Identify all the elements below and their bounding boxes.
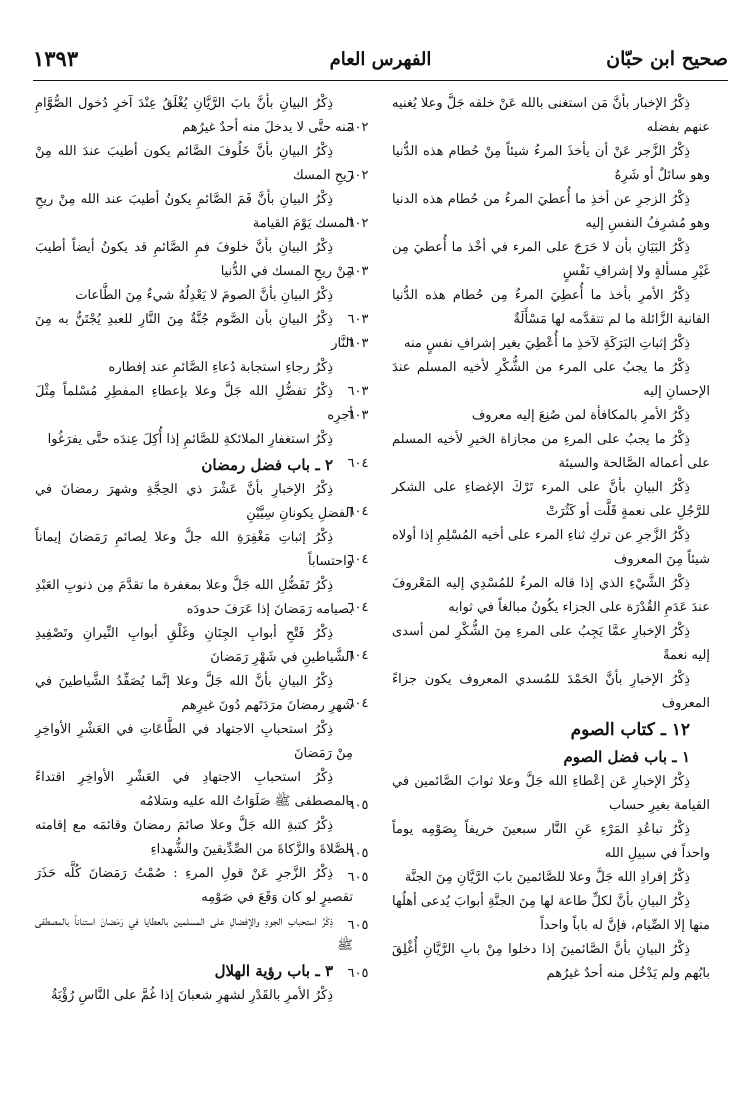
index-entry xyxy=(36,236,354,284)
entry-text: ذِكْرُ الزجرِ عن أخذِ ما أُعطيَ المرءُ من حُطام هذه الدنيا وهو مُشرِفُ النفسِ إليه xyxy=(393,192,711,231)
entry-text: ذِكْرُ الأمرِ بالقَدْرِ لشهرِ شعبانَ إذا غُمَّ على النَّاسِ رُؤْيَةُ xyxy=(52,988,334,1003)
entry-page-number xyxy=(0,742,2,766)
entry-page-number xyxy=(0,694,2,718)
entry-page-number xyxy=(0,284,2,308)
entry-text: ذِكْرُ البيانِ بأنَّ خلوفَ فمِ الصَّائمِ قد يكونُ أيضاً أطيبَ مِنْ ريحِ المسك في الدُّنيا xyxy=(36,240,354,279)
entry-text: ذِكْرُ الأمرِ بأخذ ما أُعطِيَ المرءُ مِن حُطام هذه الدُّنيا الفانية الزَّائلة ما لم تتقدَّمه لها مَسْأَلَةٌ xyxy=(393,288,711,327)
entry-page-number: ٦٠٣ xyxy=(348,336,370,351)
entry-text: ذِكْرُ الإخبارِ عمَّا يَجِبُ على المرءِ مِنَ الشُّكْرِ لمن أسدى إليه نعمةً xyxy=(393,624,711,663)
entry-page-number: ٦٠٢ xyxy=(348,120,370,135)
entry-page-number xyxy=(0,598,2,622)
index-entry xyxy=(348,938,711,986)
entry-text: ذِكْرُ إثباتِ البَرَكَةِ لآخذِ ما أُعْطِيَ بغير إشرافِ نفسٍ منه xyxy=(405,336,691,351)
entry-page-number: ٦٠٢ xyxy=(348,168,370,183)
index-entry xyxy=(36,718,354,766)
entry-text: ذِكْرُ استغفارِ الملائكةِ للصَّائمِ إذا أُكِلَ عِندَه حتَّى يفرَغُوا xyxy=(48,432,334,447)
entry-text: ذِكْرُ ما يجبُ على المرء من الشُّكْرِ لأخيه المسلم عندَ الإحسانِ إليه xyxy=(393,360,711,399)
book-title: صحيح ابن حبّان xyxy=(607,48,729,70)
index-entry xyxy=(36,380,354,428)
entry-page-number: ٦٠٤ xyxy=(348,552,370,567)
index-entry xyxy=(36,984,354,1008)
index-entry xyxy=(36,478,354,526)
index-entry xyxy=(36,356,354,380)
entry-text: ذِكْرُ تفضُّلِ الله جَلَّ وعلا بإعطاءِ المفطِرِ مُسْلماً مِثْلَ أجرِه xyxy=(36,384,354,423)
index-entry xyxy=(348,476,711,524)
entry-text: ذِكْرُ تباعُدِ المَرْءِ عَنِ النَّار سبعينَ خريفاً بِصَوْمِه يوماً واحداً في سبيلِ الله xyxy=(393,822,711,861)
index-entry xyxy=(348,332,711,356)
entry-text: ذِكْرُ البَيَانِ بأن لا حَرَجَ على المرء في أخْذ ما أُعطيَ مِن غَيْرِ مسألةٍ ولا إشرافِ نَفْسٍ xyxy=(393,240,711,279)
index-entry xyxy=(348,572,711,620)
chapter-heading xyxy=(36,958,354,984)
entry-page-number xyxy=(0,212,2,236)
entry-page-number: ٦٠٥ xyxy=(348,798,370,813)
entry-page-number: ٦٠٤ xyxy=(348,504,370,519)
entry-text: ذِكْرُ الزَّجرِ عن تركِ ثناءِ المرء على أخيه المُسْلِمِ إذا أولاه شيئاً مِنَ المعروف xyxy=(393,528,711,567)
page-number: ١٣٩٣ xyxy=(34,46,80,71)
left-column xyxy=(36,92,354,1008)
chapter-heading xyxy=(393,744,711,770)
entry-text: ذِكْرُ تَفَضُّلِ الله جَلَّ وعلا بمغفرة ما تقدَّمَ مِن ذنوبِ العَبْدِ بصيامه رَمَضانَ إذا عَرَفَ حدودَه xyxy=(36,578,354,617)
index-entry xyxy=(348,92,711,140)
entry-text: ذِكْرُ البيانِ بأنَّ على المرء تَرْكَ الإغضاءِ على الشكر للرَّجُلِ على نعمةٍ قَلَّت أو كَثُرَتْ xyxy=(393,480,711,519)
index-entry xyxy=(36,140,354,188)
entry-text: ذِكْرُ البيانِ بأنَّ لكلِّ طاعة لها مِنَ الجنَّةِ أبوابَ يُدعى أهلُها منها إلا الصِّيام، فإنَّ له باباً واحداً xyxy=(393,894,711,933)
index-entry xyxy=(348,770,711,818)
entry-text: ذِكْرُ كتبةِ الله جَلَّ وعلا صائمَ رمضانَ وقائمَه مع إقامته الصَّلاةَ والزَّكاةَ من الصِّدِّيقينَ والشُّهداءِ xyxy=(36,818,354,857)
entry-text: ذِكْرُ البيانِ بأن الصَّوم جُنَّةٌ مِنَ النَّارِ للعبدِ يُجْتَنُّ به مِنَ النَّار xyxy=(36,312,354,351)
entry-text: ذِكْرُ البيانِ بأنَّ خَلُوفَ الصَّائم يكون أطيبَ عندَ الله مِنْ ريحِ المسك xyxy=(36,144,354,183)
entry-text: ذِكْرُ الزَّجرِ عَنْ قولِ المرءِ : صُمْتُ رَمَضانَ كُلَّه حَذَرَ تقصيرٍ لو كان وَقَعَ في صَوْمِه xyxy=(36,866,354,905)
index-entry xyxy=(36,284,354,308)
index-entry xyxy=(348,284,711,332)
index-entry xyxy=(348,818,711,866)
index-entry xyxy=(36,574,354,622)
index-entry xyxy=(348,404,711,428)
entry-page-number xyxy=(0,550,2,574)
index-entry xyxy=(36,622,354,670)
index-entry xyxy=(36,670,354,718)
entry-page-number: ٦٠٣ xyxy=(348,312,370,327)
entry-text: ذِكْرُ ما يجبُ على المرءِ من مجازاة الخيرِ لأخيه المسلم على أعماله الصَّالحة والسيئة xyxy=(393,432,711,471)
entry-page-number: ٦٠٤ xyxy=(348,456,370,471)
entry-text: ذِكْرُ إفرادِ الله جَلَّ وعلا للصَّائمينَ بابَ الرَّيَّانِ مِنَ الجنَّة xyxy=(405,870,691,885)
entry-page-number xyxy=(0,958,2,984)
entry-text: ٢ ـ باب فضل رمضان xyxy=(202,456,334,474)
index-entry xyxy=(348,890,711,938)
index-entry xyxy=(36,92,354,140)
index-entry xyxy=(36,814,354,862)
entry-text: ذِكْرُ الإخبارِ بأنَّ عَشْرَ ذي الحِجَّةِ وشهرَ رمضانَ في الفضلِ يكونانِ سِيَّيْنِ xyxy=(36,482,354,521)
index-entry xyxy=(348,356,711,404)
entry-text: ذِكْرُ رجاءِ استجابة دُعاءِ الصَّائمِ عند إفطاره xyxy=(109,360,334,375)
index-entry xyxy=(348,866,711,890)
entry-text: ذِكْرُ الإخبار بأنَّ مَن استغنى بالله عَنْ خلقه جَلَّ وعلا يُغنيه عنهم بفضله xyxy=(393,96,711,135)
entry-text: ذِكْرُ البيانِ بأنَّ بابَ الرَّيَّانِ يُغْلَقُ عِنْدَ آخرِ دُخول الصُّوَّامِ منه حتَّى لا يدخلَ منه أحدٌ غيرُهم xyxy=(36,96,354,135)
index-entry xyxy=(348,236,711,284)
entry-text: ذِكْرُ إثباتِ مَغْفِرَةِ الله جلَّ وعلا لِصائمِ رَمَضانَ إيماناً واحتساباً xyxy=(36,530,354,569)
entry-page-number: ٦٠٥ xyxy=(348,966,370,981)
entry-page-number xyxy=(0,452,2,478)
index-entry xyxy=(348,620,711,668)
entry-page-number: ٦٠٤ xyxy=(348,696,370,711)
entry-page-number: ٦٠٣ xyxy=(348,264,370,279)
entry-page-number: ٦٠٥ xyxy=(348,870,370,885)
entry-page-number: ٦٠٢ xyxy=(348,216,370,231)
entry-page-number xyxy=(0,886,2,910)
entry-text: ذِكْرُ الشَّيْءِ الذي إذا قاله المرءُ للمُسْدِي إليه المَعْروفَ عندَ عَدَمِ القُدْرَة على الجزاء يكُونُ مبالغاً في ثوابه xyxy=(393,576,711,615)
entry-page-number xyxy=(0,934,2,958)
page-header xyxy=(34,44,729,81)
entry-text: ذِكْرُ الأمرِ بالمكافأة لمن صُنِعَ إليه معروف xyxy=(472,408,691,423)
entry-page-number xyxy=(0,428,2,452)
entry-page-number xyxy=(0,838,2,862)
entry-text: ذِكْرُ استحبابِ الاجتهادِ في العَشْرِ الأواخِرِ اقتداءً بالمصطفى ﷺ صَلَوَاتُ الله عليه وسَلامُه xyxy=(36,770,354,809)
index-entry xyxy=(348,188,711,236)
index-entry xyxy=(36,428,354,452)
entry-page-number xyxy=(0,164,2,188)
entry-page-number xyxy=(0,502,2,526)
right-column xyxy=(348,92,711,986)
entry-page-number xyxy=(0,116,2,140)
entry-text: ذِكْرُ البيانِ بأنَّ الصومَ لا يَعْدِلُهُ شيءٌ مِنَ الطَّاعات xyxy=(76,288,334,303)
entry-page-number: ٦٠٣ xyxy=(348,408,370,423)
entry-text: ١ ـ باب فضل الصوم xyxy=(564,748,691,766)
entry-text: ذِكْرُ البيانِ بأنَّ الله جَلَّ وعلا إنَّما يُصَفِّدُ الشَّياطينَ في شهرِ رمضانَ مرَدَتَهم دُونَ غيرِهم xyxy=(36,674,354,713)
entry-text: ذِكْرُ الزَّجر عَنْ أن يأخذَ المرءُ شيئاً مِنْ حُطام هذه الدُّنيا وهو سائلٌ أو شَرِهٌ xyxy=(393,144,711,183)
entry-text: ذِكْرُ البيانِ بأنَّ الصَّائمينَ إذا دخلوا مِنْ بابِ الرَّيَّانِ أُغْلِقَ بابُهم ولم يَدْخُل منه أحدٌ غيرُهم xyxy=(393,942,711,981)
index-entry xyxy=(36,910,354,958)
index-entry xyxy=(348,140,711,188)
entry-page-number: ٦٠٥ xyxy=(348,846,370,861)
book-heading xyxy=(393,716,711,744)
entry-text: ذِكْرُ الإخبارِ بأنَّ الحَمْدَ للمُسدي المعروف يكون جزاءً المعروف xyxy=(393,672,711,711)
entry-page-number: ٦٠٤ xyxy=(348,600,370,615)
entry-text: ذِكْرُ استحبابِ الجودِ والإفضالِ على المسلمين بالعطايا في رَمَضانَ استناناً بالمصطفى ﷺ xyxy=(36,914,354,953)
entry-page-number xyxy=(0,404,2,428)
entry-page-number: ٦٠٥ xyxy=(348,918,370,933)
entry-text: ذِكْرُ استحبابِ الاجتهاد في الطَّاعَاتِ في العَشْرِ الأواخِرِ مِنْ رَمَضانَ xyxy=(36,722,354,761)
index-entry xyxy=(36,526,354,574)
entry-text: ذِكْرُ فَتْحِ أبوابِ الجِنَانِ وغَلْقِ أبوابِ النِّيرانِ وتَصْفِيدِ الشَّياطينِ في شَهْرِ رَمَضانَ xyxy=(36,626,354,665)
entry-page-number xyxy=(0,260,2,284)
entry-page-number xyxy=(0,356,2,380)
entry-text: ٣ ـ باب رؤية الهلال xyxy=(215,962,334,980)
index-entry xyxy=(348,524,711,572)
entry-page-number xyxy=(0,332,2,356)
chapter-heading xyxy=(36,452,354,478)
index-entry xyxy=(36,188,354,236)
index-entry xyxy=(36,308,354,356)
entry-text: ١٢ ـ كتاب الصوم xyxy=(571,720,691,740)
entry-text: ذِكْرُ الإخبارِ عَن إعْطاءِ الله جَلَّ وعلا ثوابَ الصَّائمين في القيامة بغيرِ حساب xyxy=(393,774,711,813)
index-entry xyxy=(348,428,711,476)
entry-page-number: ٦٠٤ xyxy=(348,648,370,663)
section-title: الفهرس العام xyxy=(330,49,433,70)
entry-page-number xyxy=(0,646,2,670)
index-entry xyxy=(36,862,354,910)
index-entry xyxy=(348,668,711,716)
entry-page-number xyxy=(0,790,2,814)
entry-page-number: ٦٠٣ xyxy=(348,384,370,399)
entry-text: ذِكْرُ البيانِ بأنَّ فَمَ الصَّائمِ يكونُ أطيبَ عند الله مِنْ ريحِ المسك يَوْمَ القيامة xyxy=(36,192,354,231)
index-entry xyxy=(36,766,354,814)
